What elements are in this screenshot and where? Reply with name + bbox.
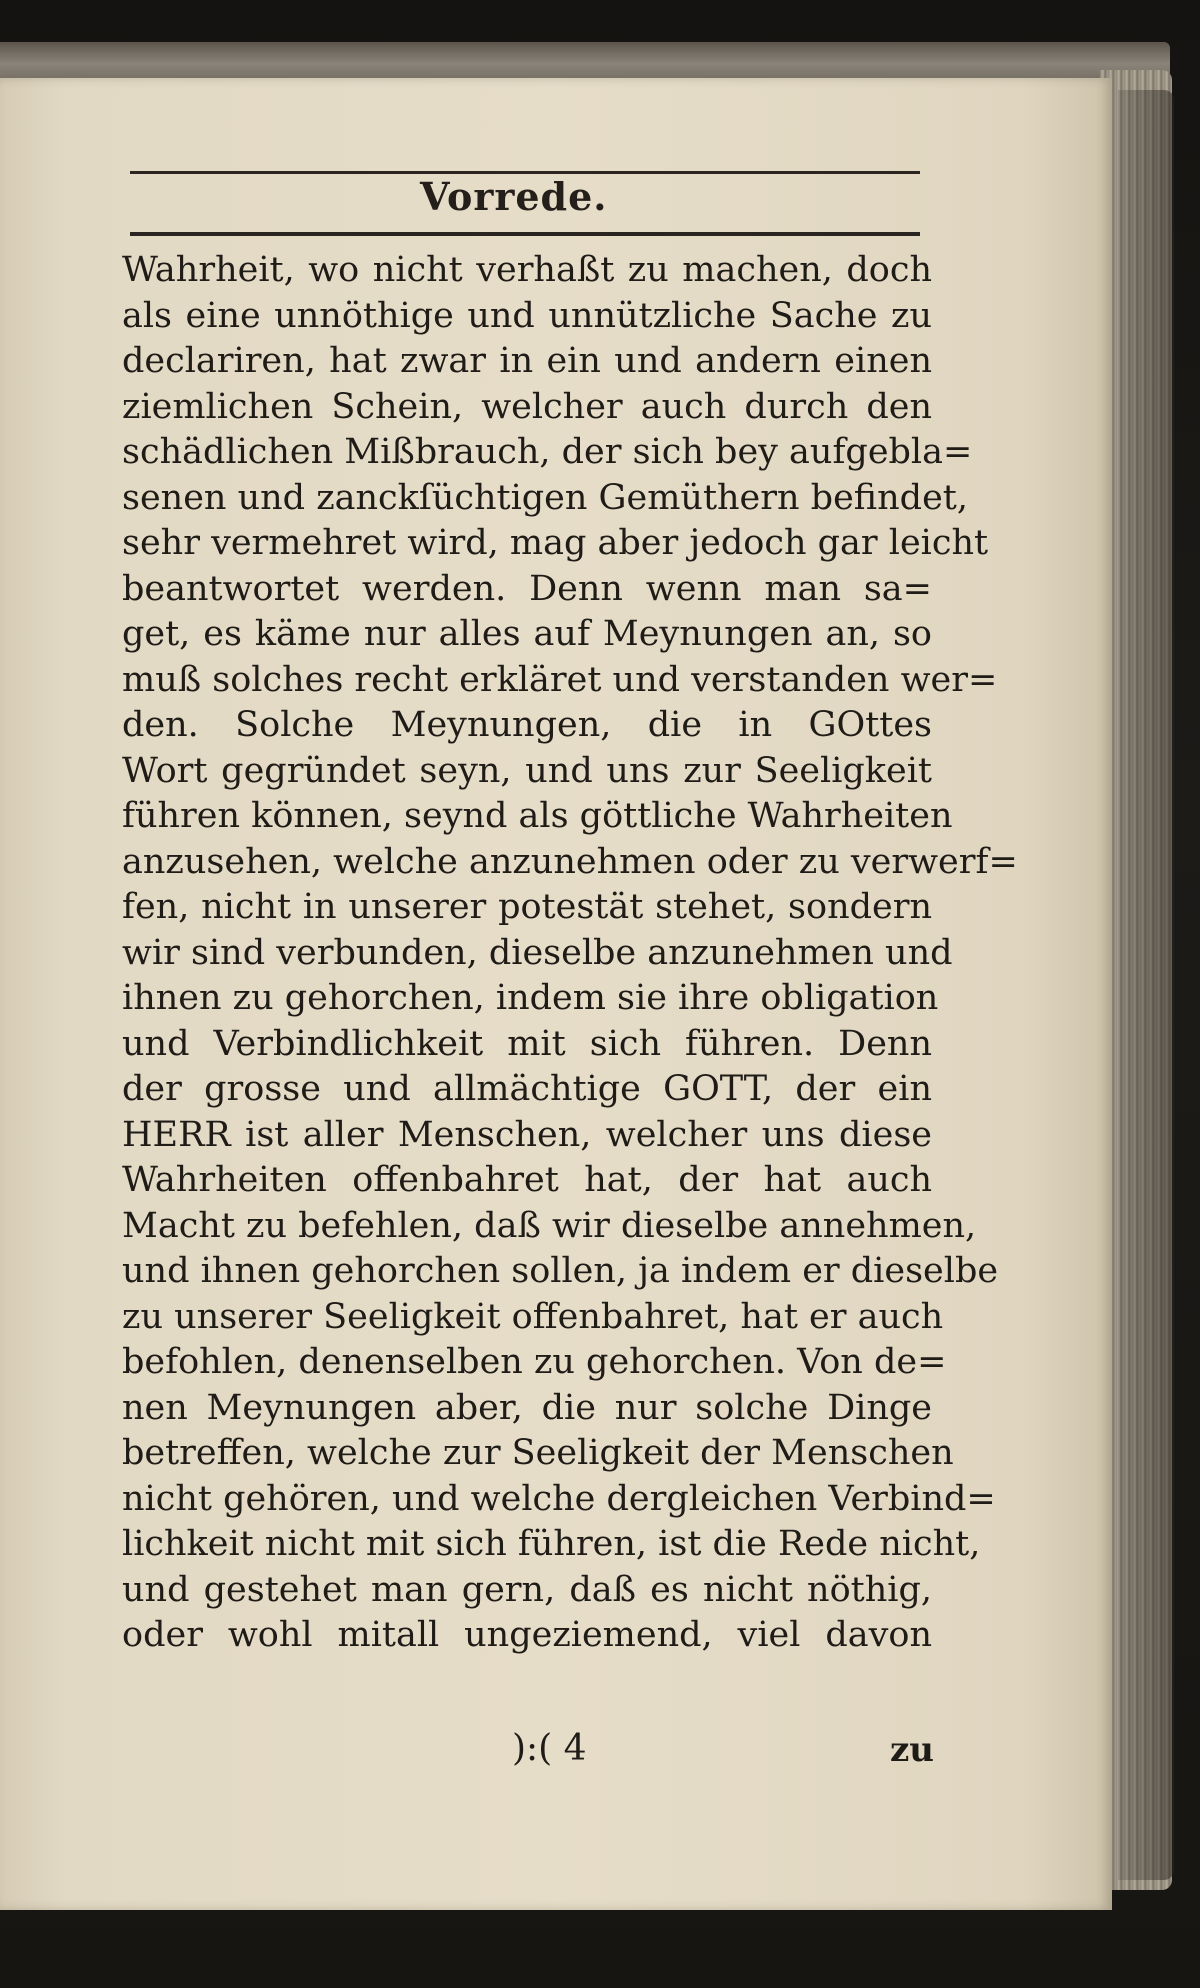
signature-mark: ):( 4 — [512, 1728, 587, 1769]
text-line: nicht gehören, und welche dergleichen Verbind= — [122, 1478, 996, 1519]
book-page — [0, 78, 1112, 1910]
text-line: der grosse und allmächtige GOTT, der ein — [122, 1069, 932, 1109]
text-line: und Verbindlichkeit mit sich führen. Denn — [122, 1023, 932, 1064]
text-line: befohlen, denenselben zu gehorchen. Von de= — [122, 1342, 947, 1382]
text-line: wir sind verbunden, dieselbe anzunehmen und — [122, 932, 953, 973]
header-rule-bottom — [130, 232, 920, 236]
page-edges-shadow — [1118, 90, 1174, 1880]
text-line: beantwortet werden. Denn wenn man sa= — [122, 568, 932, 609]
text-line: als eine unnöthige und unnützliche Sache zu — [122, 295, 932, 336]
text-line: Wahrheiten offenbahret hat, der hat auch — [122, 1160, 932, 1200]
text-line: Macht zu befehlen, daß wir dieselbe annehmen, — [122, 1205, 977, 1246]
text-line: get, es käme nur alles auf Meynungen an, so — [122, 614, 932, 654]
text-line: muß solches recht erkläret und verstanden wer= — [122, 659, 998, 700]
text-line: fen, nicht in unserer potestät stehet, sondern — [122, 887, 932, 927]
text-line: und ihnen gehorchen sollen, ja indem er dieselbe — [122, 1251, 999, 1291]
text-line: lichkeit nicht mit sich führen, ist die Rede nicht, — [122, 1524, 981, 1564]
body-text — [122, 248, 1018, 1659]
text-line: nen Meynungen aber, die nur solche Dinge — [122, 1387, 932, 1428]
text-line: declariren, hat zwar in ein und andern einen — [122, 341, 932, 381]
text-line: senen und zanckſüchtigen Gemüthern befindet, — [122, 477, 968, 518]
text-line: betreffen, welche zur Seeligkeit der Menschen — [122, 1433, 954, 1473]
running-header: Vorrede. — [420, 174, 608, 219]
text-line: anzusehen, welche anzunehmen oder zu verwerf= — [122, 841, 1018, 882]
text-line: zu unserer Seeligkeit offenbahret, hat er auch — [122, 1296, 944, 1337]
text-line: führen können, seynd als göttliche Wahrheiten — [122, 796, 953, 836]
text-line: den. Solche Meynungen, die in GOttes — [122, 705, 932, 745]
text-line: Wort gegründet seyn, und uns zur Seeligkeit — [122, 750, 932, 791]
text-line: HERR ist aller Menschen, welcher uns diese — [122, 1114, 932, 1155]
text-line: ihnen zu gehorchen, indem sie ihre obligation — [122, 978, 939, 1018]
catchword: zu — [890, 1730, 935, 1770]
text-line: sehr vermehret wird, mag aber jedoch gar leicht — [122, 523, 989, 563]
text-line: Wahrheit, wo nicht verhaßt zu machen, doch — [122, 250, 932, 290]
text-line: und gestehet man gern, daß es nicht nöthig, — [122, 1569, 932, 1610]
text-line: ziemlichen Schein, welcher auch durch den — [122, 386, 932, 427]
text-line: oder wohl mitall ungeziemend, viel davon — [122, 1615, 932, 1655]
text-line: schädlichen Mißbrauch, der sich bey aufgebla= — [122, 432, 973, 472]
